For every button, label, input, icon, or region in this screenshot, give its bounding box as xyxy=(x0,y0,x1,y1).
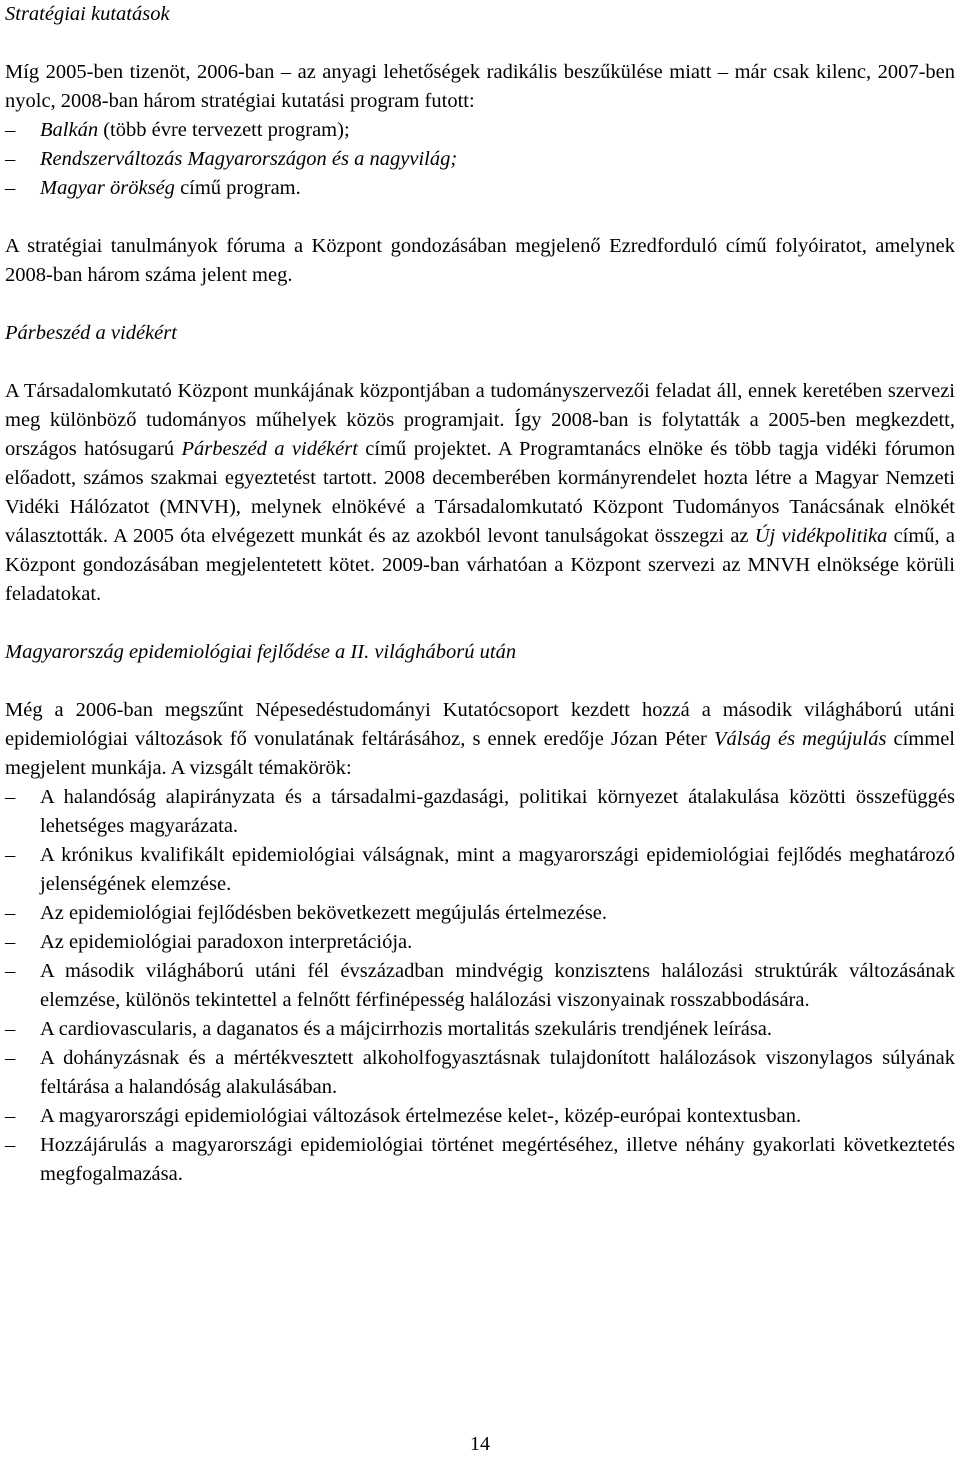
list-item: – Az epidemiológiai fejlődésben bekövetkezett megújulás értelmezése. xyxy=(5,899,955,928)
list-item: – A krónikus kvalifikált epidemiológiai válságnak, mint a magyarországi epidemiológiai fejlődés meghatározó jelenségének elemzése. xyxy=(5,841,955,899)
paragraph-forum: A stratégiai tanulmányok fóruma a Központ gondozásában megjelenő Ezredforduló című folyóiratot, amelynek 2008-ban három száma jelent meg. xyxy=(5,235,955,286)
list-item: – Magyar örökség című program. xyxy=(5,174,955,203)
dash-marker: – xyxy=(5,119,16,141)
dash-marker: – xyxy=(5,148,16,170)
paragraph-dialogue: A Társadalomkutató Központ munkájának központjában a tudományszervezői feladat áll, ennek keretében szervezi meg különböző tudományos műhelyek közös programjait. Így 2008-ban is folytatták a 2005-ben megkezdett, országos hatósugarú Párbeszéd a vidékért című projektet. A Programtanács elnöke és több tagja vidéki fórumon előadott, számos szakmai egyeztetést tartott. 2008 decemberében kormányrendelet hozta létre a Magyar Nemzeti Vidéki Hálózatot (MNVH), melynek elnökévé a Társadalomkutató Központ Tudományos Tanácsának elnökét választották. A 2005 óta elvégezett munkát és az azokból levont tanulságokat összegzi az Új vidékpolitika című, a Központ gondozásában megjelentetett kötet. 2009-ban várhatóan a Központ szervezi az MNVH elnöksége körüli feladatokat. xyxy=(5,380,956,605)
dash-marker: – xyxy=(5,1047,16,1069)
dash-marker: – xyxy=(5,960,16,982)
paragraph-strategic-intro: Míg 2005-ben tizenöt, 2006-ban – az anyagi lehetőségek radikális beszűkülése miatt – már csak kilenc, 2007-ben nyolc, 2008-ban három stratégiai kutatási program futott: xyxy=(5,61,955,112)
list-item: – Rendszerváltozás Magyarországon és a nagyvilág; xyxy=(5,145,955,174)
section-heading-strategic-research: Stratégiai kutatások xyxy=(5,3,170,25)
dash-marker: – xyxy=(5,786,16,808)
topic-list xyxy=(5,783,955,1189)
section-heading-epidemiology: Magyarország epidemiológiai fejlődése a II. világháború után xyxy=(5,641,517,663)
dash-marker: – xyxy=(5,1018,16,1040)
dash-marker: – xyxy=(5,931,16,953)
list-item: – A halandóság alapirányzata és a társadalmi-gazdasági, politikai környezet átalakulása közötti összefüggés lehetséges magyarázata. xyxy=(5,783,955,841)
document-page xyxy=(5,0,955,1189)
section-heading-dialogue: Párbeszéd a vidékért xyxy=(5,322,177,344)
list-item: – A cardiovascularis, a daganatos és a májcirrhozis mortalitás szekuláris trendjének leírása. xyxy=(5,1015,955,1044)
list-item: – A második világháború utáni fél évszázadban mindvégig konzisztens halálozási struktúrák változásának elemzése, különös tekintettel a felnőtt férfinépesség halálozási viszonyainak rosszabbodására. xyxy=(5,957,955,1015)
dash-marker: – xyxy=(5,1105,16,1127)
list-item: – Balkán (több évre tervezett program); xyxy=(5,116,955,145)
list-item: – Az epidemiológiai paradoxon interpretációja. xyxy=(5,928,955,957)
dash-marker: – xyxy=(5,844,16,866)
paragraph-epidemiology: Még a 2006-ban megszűnt Népesedéstudományi Kutatócsoport kezdett hozzá a második világháború utáni epidemiológiai változások fő vonulatának feltárásához, s ennek eredője Józan Péter Válság és megújulás címmel megjelent munkája. A vizsgált témakörök: xyxy=(5,699,955,779)
dash-marker: – xyxy=(5,902,16,924)
dash-marker: – xyxy=(5,1134,16,1156)
list-item: – A dohányzásnak és a mértékvesztett alkoholfogyasztásnak tulajdonított halálozások viszonylagos súlyának feltárása a halandóság alakulásában. xyxy=(5,1044,955,1102)
page-number: 14 xyxy=(470,1433,490,1455)
program-list xyxy=(5,116,955,203)
dash-marker: – xyxy=(5,177,16,199)
list-item: – Hozzájárulás a magyarországi epidemiológiai történet megértéséhez, illetve néhány gyakorlati következtetés megfogalmazása. xyxy=(5,1131,955,1189)
list-item: – A magyarországi epidemiológiai változások értelmezése kelet-, közép-európai kontextusban. xyxy=(5,1102,955,1131)
